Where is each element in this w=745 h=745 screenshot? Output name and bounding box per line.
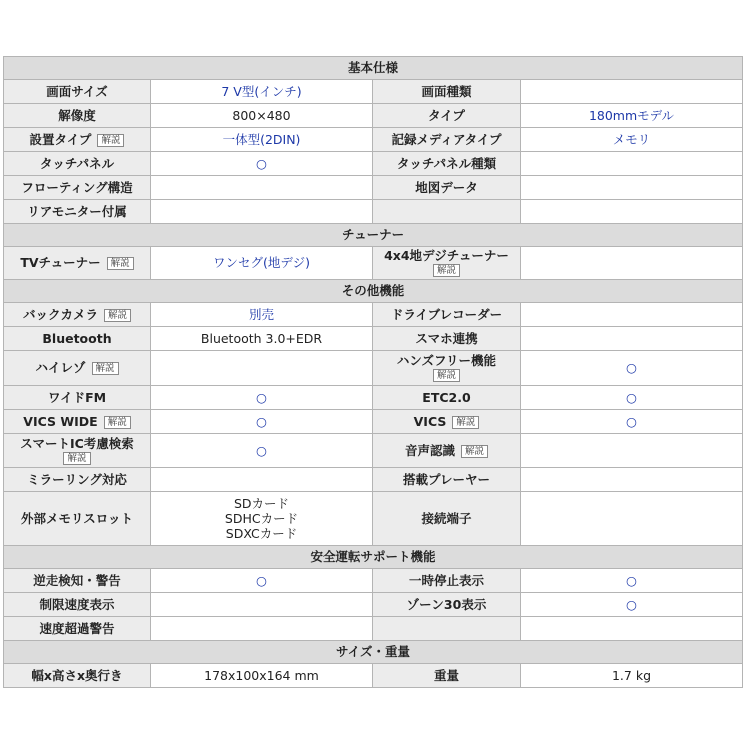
spec-label-screen-type: 画面種類: [373, 80, 521, 104]
spec-label-smartphone: スマホ連携: [373, 327, 521, 351]
kaisetsu-button[interactable]: 解説: [461, 445, 488, 458]
spec-value-rear-monitor: [151, 200, 373, 224]
label-text: TVチューナー: [20, 255, 101, 270]
spec-value-4x4-tuner: [521, 247, 743, 280]
memory-slot-item: SDXCカード: [225, 526, 298, 541]
kaisetsu-button[interactable]: 解説: [433, 369, 460, 382]
spec-label-mirroring: ミラーリング対応: [4, 468, 151, 492]
spec-label-map-data: 地図データ: [373, 176, 521, 200]
spec-value-media-type[interactable]: メモリ: [521, 128, 743, 152]
spec-label-type: タイプ: [373, 104, 521, 128]
label-text: ハイレゾ: [35, 360, 86, 375]
section-header-other: その他機能: [4, 280, 743, 303]
label-text: 設置タイプ: [29, 131, 92, 147]
memory-slot-item: SDカード: [233, 496, 290, 511]
spec-value-player: [521, 468, 743, 492]
spec-label-floating: フローティング構造: [4, 176, 151, 200]
label-text: 音声認識: [404, 442, 455, 458]
spec-label-player: 搭載プレーヤー: [373, 468, 521, 492]
spec-label-memory-slot: 外部メモリスロット: [4, 492, 151, 546]
kaisetsu-button[interactable]: 解説: [104, 416, 131, 429]
spec-label-reverse: 逆走検知・警告: [4, 569, 151, 593]
spec-table: [3, 56, 743, 688]
spec-value-hires: [151, 351, 373, 386]
spec-value-wide-fm: ○: [151, 386, 373, 410]
spec-label-weight: 重量: [373, 664, 521, 688]
spec-label-etc: ETC2.0: [373, 386, 521, 410]
spec-label-terminal: 接続端子: [373, 492, 521, 546]
spec-value-etc: ○: [521, 386, 743, 410]
spec-value-empty: [521, 617, 743, 641]
spec-value-back-camera[interactable]: 別売: [151, 303, 373, 327]
spec-value-overspeed: [151, 617, 373, 641]
label-text: スマートIC考慮検索: [20, 435, 134, 451]
kaisetsu-button[interactable]: 解説: [452, 416, 479, 429]
spec-value-drive-recorder: [521, 303, 743, 327]
section-header-safety: 安全運転サポート機能: [4, 546, 743, 569]
spec-label-hires: [4, 351, 151, 386]
spec-value-bluetooth: Bluetooth 3.0+EDR: [151, 327, 373, 351]
spec-value-vics: ○: [521, 410, 743, 434]
label-text: VICS: [413, 413, 447, 429]
spec-value-resolution: 800×480: [151, 104, 373, 128]
spec-label-install-type: [4, 128, 151, 152]
section-header-basic: 基本仕様: [4, 57, 743, 80]
label-text: ハンズフリー機能: [396, 353, 497, 368]
kaisetsu-button[interactable]: 解説: [97, 134, 124, 147]
kaisetsu-button[interactable]: 解説: [104, 309, 131, 322]
spec-value-voice: [521, 434, 743, 468]
spec-label-speed-limit: 制限速度表示: [4, 593, 151, 617]
kaisetsu-button[interactable]: 解説: [63, 452, 90, 465]
spec-value-touch-panel: ○: [151, 152, 373, 176]
spec-label-touch-panel: タッチパネル: [4, 152, 151, 176]
spec-label-dimensions: 幅x高さx奥行き: [4, 664, 151, 688]
spec-value-dimensions: 178x100x164 mm: [151, 664, 373, 688]
spec-label-rear-monitor: リアモニター付属: [4, 200, 151, 224]
spec-value-touch-panel-type: [521, 152, 743, 176]
spec-value-empty: [521, 200, 743, 224]
spec-value-tv-tuner[interactable]: ワンセグ(地デジ): [151, 247, 373, 280]
spec-value-handsfree: ○: [521, 351, 743, 386]
section-header-size: サイズ・重量: [4, 641, 743, 664]
spec-label-vics: [373, 410, 521, 434]
spec-label-vics-wide: [4, 410, 151, 434]
spec-label-bluetooth: Bluetooth: [4, 327, 151, 351]
spec-label-drive-recorder: ドライブレコーダー: [373, 303, 521, 327]
spec-label-media-type: 記録メディアタイプ: [373, 128, 521, 152]
spec-value-terminal: [521, 492, 743, 546]
spec-label-touch-panel-type: タッチパネル種類: [373, 152, 521, 176]
spec-label-screen-size: 画面サイズ: [4, 80, 151, 104]
label-text: VICS WIDE: [23, 413, 98, 429]
section-header-tuner: チューナー: [4, 224, 743, 247]
spec-value-mirroring: [151, 468, 373, 492]
spec-label-voice: [373, 434, 521, 468]
spec-label-wide-fm: ワイドFM: [4, 386, 151, 410]
spec-value-reverse: ○: [151, 569, 373, 593]
spec-value-speed-limit: [151, 593, 373, 617]
spec-label-back-camera: [4, 303, 151, 327]
spec-value-type[interactable]: 180mmモデル: [521, 104, 743, 128]
kaisetsu-button[interactable]: 解説: [92, 362, 119, 375]
spec-label-resolution: 解像度: [4, 104, 151, 128]
kaisetsu-button[interactable]: 解説: [107, 257, 134, 270]
spec-value-screen-type: [521, 80, 743, 104]
spec-value-vics-wide: ○: [151, 410, 373, 434]
spec-label-smart-ic: [4, 434, 151, 468]
spec-label-tv-tuner: [4, 247, 151, 280]
spec-label-overspeed: 速度超過警告: [4, 617, 151, 641]
spec-label-empty: [373, 617, 521, 641]
memory-slot-item: SDHCカード: [224, 511, 299, 526]
spec-label-zone30: ゾーン30表示: [373, 593, 521, 617]
spec-label-stop: 一時停止表示: [373, 569, 521, 593]
spec-value-install-type[interactable]: 一体型(2DIN): [151, 128, 373, 152]
label-text: バックカメラ: [22, 306, 98, 322]
spec-label-4x4-tuner: [373, 247, 521, 280]
spec-value-weight: 1.7 kg: [521, 664, 743, 688]
spec-value-stop: ○: [521, 569, 743, 593]
spec-value-memory-slot: [151, 492, 373, 546]
spec-value-map-data: [521, 176, 743, 200]
spec-value-zone30: ○: [521, 593, 743, 617]
spec-label-handsfree: [373, 351, 521, 386]
label-text: 4x4地デジチューナー: [384, 248, 509, 263]
spec-value-smartphone: [521, 327, 743, 351]
spec-value-smart-ic: ○: [151, 434, 373, 468]
spec-value-floating: [151, 176, 373, 200]
spec-value-screen-size[interactable]: 7 V型(インチ): [151, 80, 373, 104]
spec-label-empty: [373, 200, 521, 224]
kaisetsu-button[interactable]: 解説: [433, 264, 460, 277]
